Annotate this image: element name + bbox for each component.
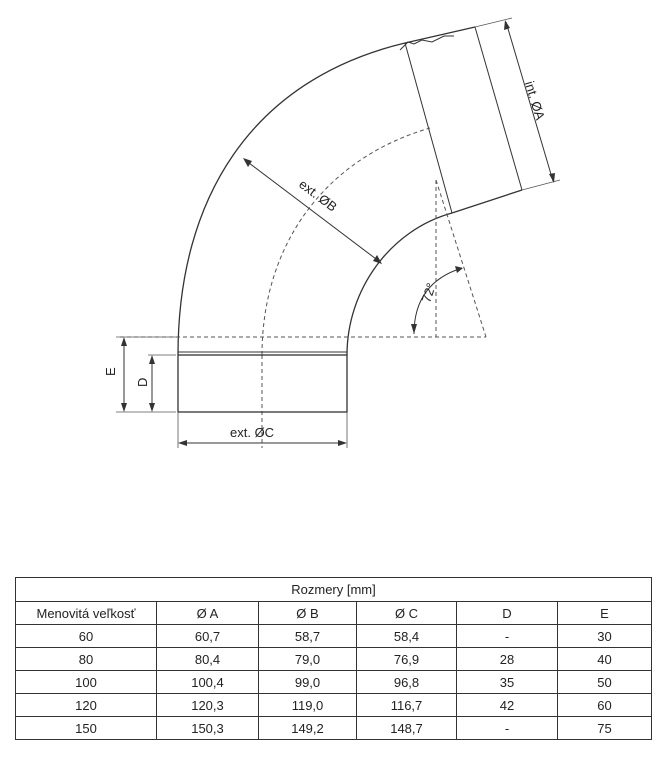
table-cell: 80,4 <box>157 648 259 671</box>
table-header-cell: Ø C <box>357 602 457 625</box>
table-row <box>16 671 652 694</box>
angle-construction-line-2 <box>436 180 486 337</box>
table-cell: - <box>457 717 558 740</box>
dim-d-label: D <box>135 377 150 387</box>
dim-b-arrow-start <box>243 158 252 167</box>
dim-a-arrow-top <box>504 20 510 30</box>
table-cell: 60 <box>16 625 157 648</box>
table-row <box>16 625 652 648</box>
table-header-cell: E <box>558 602 652 625</box>
table-cell: 79,0 <box>259 648 357 671</box>
dim-a-ext-bottom <box>522 180 560 190</box>
dim-b-line <box>245 160 380 262</box>
table-cell: 40 <box>558 648 652 671</box>
table-cell: - <box>457 625 558 648</box>
table-cell: 120 <box>16 694 157 717</box>
dim-c-arrow-left <box>178 440 187 446</box>
table-cell: 60 <box>558 694 652 717</box>
table-cell: 60,7 <box>157 625 259 648</box>
table-cell: 30 <box>558 625 652 648</box>
table-cell: 100,4 <box>157 671 259 694</box>
elbow-end-edge-top <box>405 27 475 43</box>
table-cell: 149,2 <box>259 717 357 740</box>
dim-c-label: ext. ØC <box>230 425 275 440</box>
table-cell: 120,3 <box>157 694 259 717</box>
table-row <box>16 694 652 717</box>
elbow-inner-contour <box>347 213 452 355</box>
table-header-cell: D <box>457 602 558 625</box>
angle-label: 72° <box>418 281 439 305</box>
table-cell: 96,8 <box>357 671 457 694</box>
table-cell: 116,7 <box>357 694 457 717</box>
angle-arrow-2 <box>455 266 463 273</box>
table-title: Rozmery [mm] <box>16 578 652 602</box>
dim-e-arrow-bottom <box>121 403 127 412</box>
dim-c-arrow-right <box>338 440 347 446</box>
table-cell: 58,7 <box>259 625 357 648</box>
table-cell: 50 <box>558 671 652 694</box>
table-header-cell: Menovitá veľkosť <box>16 602 157 625</box>
table-cell: 99,0 <box>259 671 357 694</box>
dim-e-label: E <box>103 367 118 376</box>
table-row <box>16 648 652 671</box>
dim-d-arrow-top <box>149 355 155 364</box>
table-cell: 76,9 <box>357 648 457 671</box>
dimensions-table <box>15 577 652 740</box>
dim-e-arrow-top <box>121 337 127 346</box>
table-cell: 75 <box>558 717 652 740</box>
table-cell: 100 <box>16 671 157 694</box>
table-cell: 28 <box>457 648 558 671</box>
table-row <box>16 717 652 740</box>
table-cell: 150 <box>16 717 157 740</box>
dim-a-arrow-bottom <box>549 173 555 183</box>
table-cell: 42 <box>457 694 558 717</box>
elbow-outer-contour <box>178 43 405 355</box>
table-cell: 80 <box>16 648 157 671</box>
table-header-row <box>16 602 652 625</box>
table-cell: 119,0 <box>259 694 357 717</box>
table-cell: 58,4 <box>357 625 457 648</box>
table-cell: 35 <box>457 671 558 694</box>
dim-d-arrow-bottom <box>149 403 155 412</box>
angle-arrow-1 <box>411 324 417 334</box>
table-cell: 150,3 <box>157 717 259 740</box>
dim-b-label: ext. ØB <box>296 176 340 215</box>
centerline-arc <box>262 128 430 355</box>
elbow-end-edge-bottom <box>452 190 522 213</box>
dim-a-label: int. ØA <box>521 79 548 122</box>
table-title-row <box>16 578 652 602</box>
table-cell: 148,7 <box>357 717 457 740</box>
table-header-cell: Ø B <box>259 602 357 625</box>
table-header-cell: Ø A <box>157 602 259 625</box>
